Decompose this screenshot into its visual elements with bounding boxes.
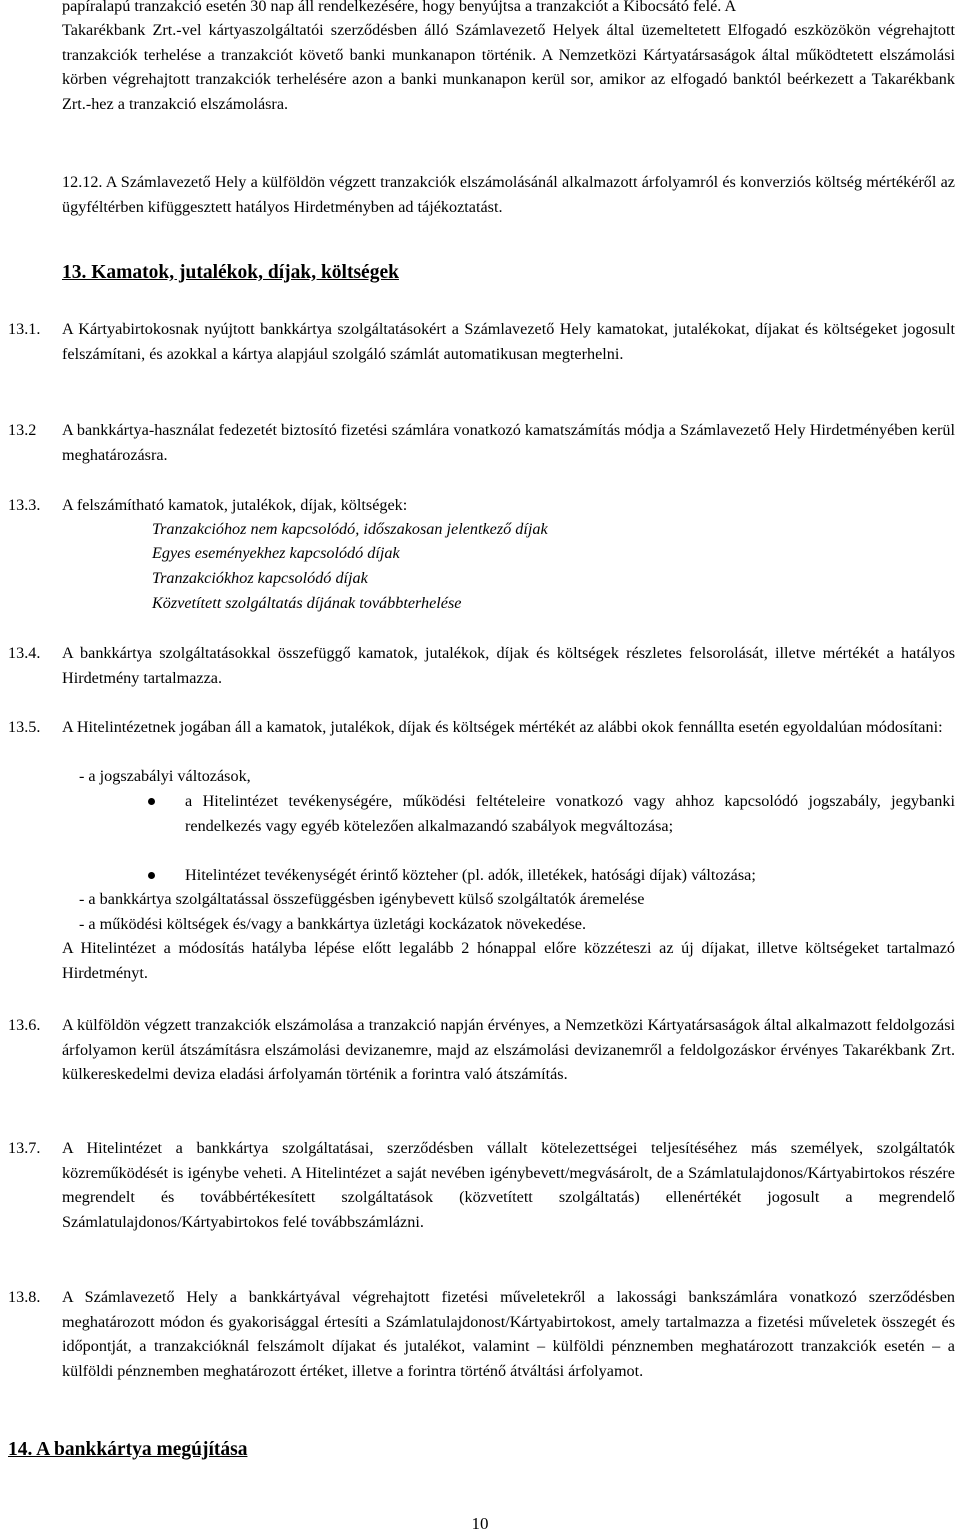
paragraph-13-4-text: A bankkártya szolgáltatásokkal összefüggő kamatok, jutalékok, díjak és költségek részletes felsorolását, illetve mértékét a hatályos Hirdetmény tartalmazza. — [62, 644, 955, 687]
section-14-heading: 14. A bankkártya megújítása — [8, 1439, 248, 1460]
bullet-dot-icon — [148, 798, 155, 805]
paragraph-13-5-text: A Hitelintézetnek jogában áll a kamatok, jutalékok, díjak és költségek mértékét az alábbi okok fennállta esetén egyoldalúan módosítani: — [62, 718, 943, 736]
change-reason-costs: - a működési költségek és/vagy a bankkártya üzletági kockázatok növekedése. — [79, 915, 587, 933]
change-reason-external: - a bankkártya szolgáltatással összefüggésben igénybevett külső szolgáltatók áremelése — [79, 890, 645, 908]
paragraph-13-6-text: A külföldön végzett tranzakciók elszámolása a tranzakció napján érvényes, a Nemzetközi Kártyatársaságok által alkalmazott feldolgozási árfolyamon kerül átszámításra elszámolási devizanemre, majd az elszámolási devizanemről a feldolgozáskor érvényes Takarékbank Zrt. külkereskedelmi deviza eladási árfolyamán történik a forintra való átszámítás. — [62, 1016, 955, 1084]
bullet-item-text: a Hitelintézet tevékenységére, működési feltételeire vonatkozó vagy ahhoz kapcsolódó jogszabály, jegybanki rendelkezés vagy egyéb kötelezően alkalmazandó szabályok megváltozása; — [185, 792, 955, 835]
fee-list-item-2: Egyes eseményekhez kapcsolódó díjak — [152, 544, 400, 562]
paragraph-13-1-content — [62, 317, 955, 366]
bullet-item-1 — [148, 789, 955, 838]
change-reason-legal: - a jogszabályi változások, — [79, 767, 251, 785]
paragraph-13-4-number: 13.4. — [8, 644, 41, 662]
paragraph-13-5-number: 13.5. — [8, 718, 41, 736]
paragraph-13-5-closing: A Hitelintézet a módosítás hatályba lépése előtt legalább 2 hónappal előre közzéteszi az új díjakat, illetve költségeket tartalmazó Hirdetményt. — [62, 939, 955, 982]
paragraph-text: 12.12. A Számlavezető Hely a külföldön végzett tranzakciók elszámolásánál alkalmazott árfolyamról és konverziós költség mértékéről az ügyféltérben kifüggesztett hatályos Hirdetményben ad tájékoztatást. — [62, 173, 955, 216]
paragraph-13-8-number: 13.8. — [8, 1288, 41, 1306]
paragraph-13-1-sentence: A Kártyabirtokosnak nyújtott bankkártya szolgáltatásokért a Számlavezető Hely kamatokat, jutalékokat, díjakat és költségeket jogosult felszámítani, és azokkal a kártya alapjául szolgáló számlát automatikusan megterhelni. — [62, 320, 955, 363]
paragraph-13-2-number: 13.2 — [8, 421, 37, 439]
bullet-item-2 — [148, 863, 955, 888]
paragraph-12-12 — [62, 170, 955, 219]
paragraph-number: 12.12. — [62, 173, 103, 191]
paragraph-13-8-text: A Számlavezető Hely a bankkártyával végrehajtott fizetési műveletekről a lakossági bankszámlára vonatkozó szerződésben meghatározott módon és gyakorisággal értesíti a Számlatulajdonost/Kártyabirtokost, amely tartalmazza a fizetési műveletek összegét és időpontját, a tranzakcióknál felszámolt díjakat és jutalékot, valamint – külföldi pénznemben meghatározott tranzakciók esetén – a külföldi pénznemben meghatározott értéket, illetve a forintra történő átváltási árfolyamot. — [62, 1288, 955, 1380]
page-number: 10 — [471, 1514, 489, 1533]
fee-list-item-3: Tranzakciókhoz kapcsolódó díjak — [152, 569, 368, 587]
paragraph-13-3-text: A felszámítható kamatok, jutalékok, díjak, költségek: — [62, 496, 408, 514]
section-13-heading: 13. Kamatok, jutalékok, díjak, költségek — [62, 262, 399, 283]
bullet-item-text: Hitelintézet tevékenységét érintő közteher (pl. adók, illetékek, hatósági díjak) változása; — [185, 866, 756, 884]
paragraph-13-6-number: 13.6. — [8, 1016, 41, 1034]
bullet-dot-icon — [148, 872, 155, 879]
paragraph-13-7-text: A Hitelintézet a bankkártya szolgáltatásai, szerződésben vállalt kötelezettségei teljesítéséhez más személyek, szolgáltatók közreműködését is igénybe veheti. A Hitelintézet a saját nevében igénybevett/megvásárolt, de a Számlatulajdonos/Kártyabirtokos részére megrendelt és továbbértékesített szolgáltatások (közvetített szolgáltatás) ellenértékét jogosult a megrendelő Számlatulajdonos/Kártyabirtokos felé továbbszámlázni. — [62, 1139, 955, 1231]
paragraph-13-3-number: 13.3. — [8, 496, 41, 514]
paragraph-13-2-text: A bankkártya-használat fedezetét biztosító fizetési számlára vonatkozó kamatszámítás módja a Számlavezető Hely Hirdetményében kerül meghatározásra. — [62, 421, 955, 464]
fee-list-item-1: Tranzakcióhoz nem kapcsolódó, időszakosan jelentkező díjak — [152, 520, 548, 538]
intro-paragraph: Takarékbank Zrt.-vel kártyaszolgáltatói szerződésben álló Számlavezető Helyek által üzemeltetett Elfogadó eszközökön végrehajtott tranzakciók terhelése a tranzakciót követő banki munkanapon történik. A Nemzetközi Kártyatársaságok által működtetett elszámolási körben végrehajtott tranzakciók terhelésére azon a banki munkanapon kerül sor, amikor az elfogadó banktól beérkezett a Takarékbank Zrt.-hez a tranzakció elszámolásra. — [62, 21, 955, 113]
intro-first-line: papíralapú tranzakció esetén 30 nap áll rendelkezésére, hogy benyújtsa a tranzakciót a Kibocsátó felé. A — [62, 0, 737, 15]
fee-list-item-4: Közvetített szolgáltatás díjának továbbterhelése — [152, 594, 462, 612]
paragraph-13-7-number: 13.7. — [8, 1139, 41, 1157]
paragraph-number: 13.1. — [8, 320, 41, 338]
